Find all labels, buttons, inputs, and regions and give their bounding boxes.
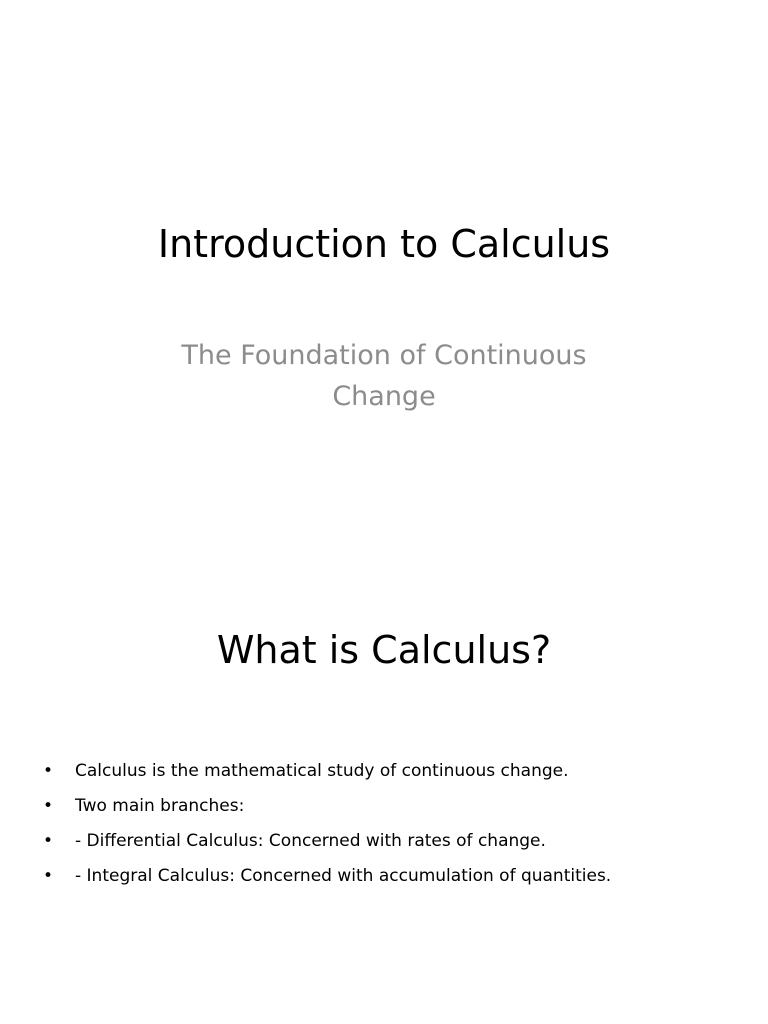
- slide-title: Introduction to Calculus: [157, 222, 611, 266]
- bullet-text: - Integral Calculus: Concerned with accumulation of quantities.: [75, 866, 612, 886]
- bullet-text: - Differential Calculus: Concerned with rates of change.: [75, 831, 546, 851]
- bullet-text: Two main branches:: [75, 796, 245, 816]
- bullet-icon: •: [43, 831, 54, 851]
- bullet-icon: •: [43, 761, 54, 781]
- slide-subtitle: The Foundation of Continuous Change: [181, 340, 587, 412]
- bullet-icon: •: [43, 866, 54, 886]
- bullet-item: [40, 795, 740, 817]
- bullet-list: [40, 760, 740, 900]
- bullet-item: [40, 830, 740, 852]
- content-slide: [0, 576, 768, 1024]
- bullet-text: Calculus is the mathematical study of continuous change.: [75, 761, 569, 781]
- bullet-item: [40, 760, 740, 782]
- slide-title: What is Calculus?: [216, 628, 552, 672]
- bullet-icon: •: [43, 796, 54, 816]
- bullet-item: [40, 865, 740, 887]
